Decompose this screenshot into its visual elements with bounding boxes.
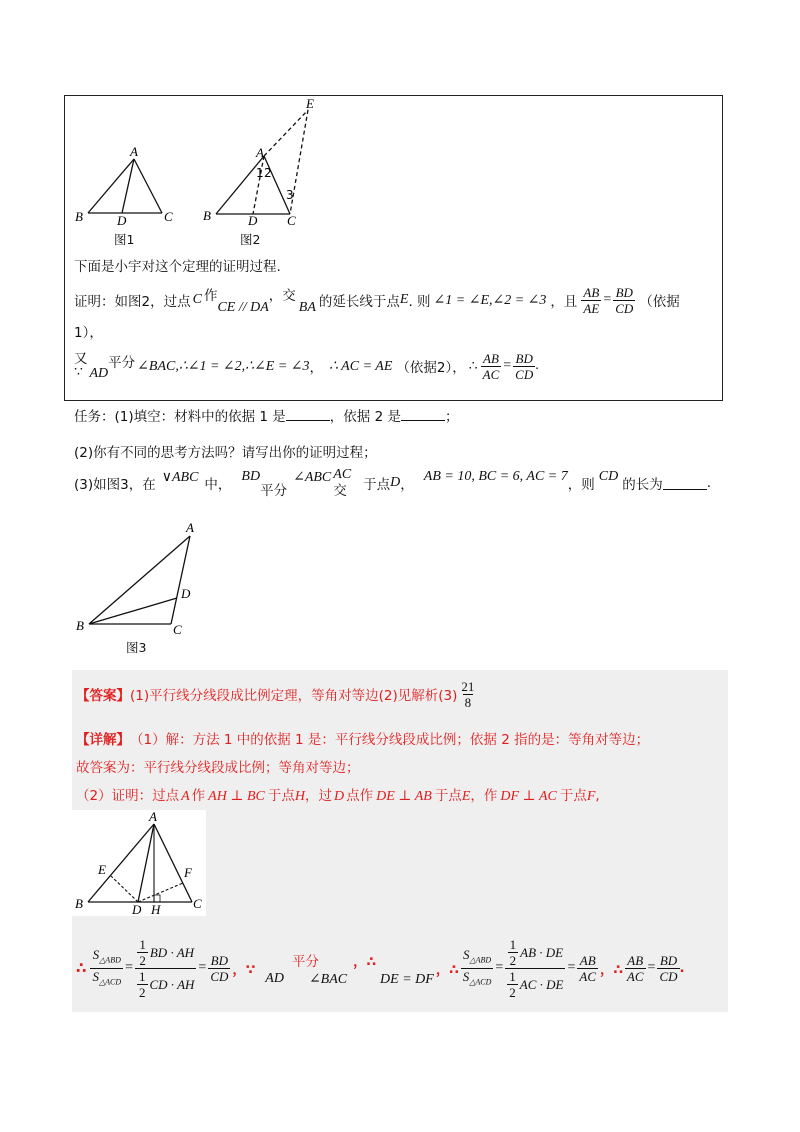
fig4-label-a: A	[149, 810, 157, 824]
fig2-label-e: E	[306, 98, 314, 111]
fig4-label-d: D	[132, 902, 142, 916]
proof-text: （依据2），	[396, 360, 466, 376]
detail-text: ，作	[470, 788, 498, 804]
fig3-label-a: A	[186, 520, 194, 535]
proof-text: 1），	[74, 325, 103, 341]
task-line-1	[74, 405, 458, 425]
point-c: C	[192, 292, 202, 307]
proof-text: 又	[74, 351, 88, 367]
detail-text: 于点	[434, 788, 462, 804]
point-f: F	[586, 789, 596, 804]
formula-text: 平分	[291, 954, 319, 970]
fig4-label-f: F	[184, 865, 192, 880]
fig2-label-a: A	[256, 145, 264, 160]
area-ratio-2: $\frac{S_{\triangle ABD}}{S_{\triangle ACD}}$	[461, 947, 494, 989]
answer-fraction: $\frac{21}{8}$	[461, 678, 475, 710]
area-ratio-1: $\frac{S_{\triangle ABD}}{S_{\triangle ACD}}$	[90, 947, 123, 989]
formula-line: ∴ $\frac{S_{\triangle ABD}}{S_{\triangle ACD}}$ = $\frac{1}{2}$ BD · AH $\frac{1}{2}$ CD · AH = $\frac{BD}{CD}$ ，∵ AD 平分 ∠BAC ，∴ DE = DF ，∴ $\frac{S_{\triangle ABD}}{S_{\triangle ACD}}$ = $\frac{1}{2}$ AB · DE $\frac{1}{2}$ AC · DE = $\frac{AB}{AC}$ ，∴ $\frac{AB}{AC}$ = $\frac{BD}{CD}$ .	[76, 936, 685, 1000]
fig2-label-b: B	[203, 208, 211, 223]
therefore-sign: ，∴	[435, 962, 459, 978]
fig3-label-b: B	[76, 618, 84, 633]
segment-bd: BD	[241, 469, 261, 484]
detail-label: 【详解】	[76, 732, 130, 748]
proof-line-1: 证明：如图2，过点 C 作 CE // DA ，交 BA 的延长线于点 E . 则 ∠1 = ∠E,∠2 = ∠3 ，且 $\frac{AB}{AE}$ = $\frac{BD}{CD}$ （依据	[74, 284, 680, 316]
fig2-label-d: D	[248, 213, 258, 228]
point-e: E	[461, 789, 471, 804]
detail-text: 于点	[267, 788, 295, 804]
fig2-label-1: 1	[256, 166, 264, 180]
fraction-ab-ac: $\frac{AB}{AC}$	[579, 952, 597, 984]
segment-ac: AC	[333, 467, 352, 482]
task-line-3	[74, 465, 711, 501]
because-sign: ，∵	[232, 962, 256, 978]
fig1-label-a: A	[130, 145, 138, 159]
fig2-label-c: C	[287, 213, 296, 228]
therefore-sign: ，∴	[353, 954, 377, 970]
task-text: 于点	[363, 477, 391, 493]
figure-1	[70, 145, 180, 230]
task-text: ，	[400, 477, 414, 493]
fraction-bd-cd-2: $\frac{BD}{CD}$	[515, 350, 534, 382]
segment-cd: CD	[598, 469, 619, 484]
figure-2	[198, 98, 328, 230]
task-line-2: (2)你有不同的思考方法吗？请写出你的证明过程；	[74, 445, 377, 461]
task-text: 平分	[260, 483, 288, 499]
answer-label: 【答案】	[76, 688, 130, 704]
point-d: D	[390, 475, 401, 490]
task-text: ；	[444, 409, 459, 425]
fig4-label-b: B	[75, 896, 83, 911]
de-perp-ab: DE ⊥ AB	[376, 789, 432, 804]
proof-text: 作	[203, 288, 218, 304]
figure-3	[72, 518, 202, 638]
therefore-sign: ，∴	[600, 962, 623, 978]
ce-parallel-da: CE // DA	[217, 300, 269, 315]
detail-text: 作	[191, 788, 206, 804]
df-perp-ac: DF ⊥ AC	[500, 789, 557, 804]
triangle-abc: ∨ABC	[161, 469, 199, 485]
fig2-label-2: 2	[264, 166, 272, 180]
figure-4	[72, 810, 206, 916]
final-bd-cd: $\frac{BD}{CD}$	[659, 952, 678, 984]
fig3-label-c: C	[173, 622, 182, 637]
angle-abc: ∠ABC	[293, 469, 332, 485]
proof-text: 平分	[108, 355, 136, 371]
proof-text: 的延长线于点	[318, 294, 400, 310]
detail-text: ，过	[305, 788, 332, 804]
segment-ba: BA	[298, 300, 316, 315]
area-expression-2: $\frac{1}{2}$ AB · DE $\frac{1}{2}$ AC · DE	[505, 937, 565, 1000]
proof-intro: 下面是小宇对这个定理的证明过程.	[74, 259, 281, 275]
fig2-caption: 图2	[240, 232, 261, 247]
detail-text: 于点	[559, 788, 587, 804]
answer-line	[76, 676, 476, 712]
point-a: A	[181, 789, 190, 804]
detail-line-1	[76, 728, 649, 748]
because-sign: ∵	[74, 365, 83, 380]
proof-text: ，且	[550, 294, 578, 310]
ah-perp-bc: AH ⊥ BC	[208, 789, 265, 804]
proof-text: . 则	[408, 294, 431, 310]
point-h: H	[294, 789, 305, 804]
final-ab-ac: $\frac{AB}{AC}$	[626, 952, 644, 984]
fig4-label-h: H	[151, 902, 161, 916]
detail-text: ,	[595, 788, 600, 804]
task-text: .	[706, 475, 712, 491]
answer-blank-3[interactable]	[663, 477, 707, 490]
fraction-ab-ac: $\frac{AB}{AC}$	[482, 350, 500, 382]
given-values: AB = 10, BC = 6, AC = 7	[423, 469, 568, 484]
detail-line-3	[76, 784, 600, 805]
area-expression-1: $\frac{1}{2}$ BD · AH $\frac{1}{2}$ CD · AH	[135, 937, 196, 1000]
de-equals-df: DE = DF	[380, 972, 434, 987]
fraction-ab-ae: $\frac{AB}{AE}$	[583, 284, 600, 316]
task-text: 的长为	[622, 477, 663, 493]
task-text: 中，	[204, 477, 232, 493]
fraction-bd-cd: $\frac{BD}{CD}$	[210, 952, 229, 984]
answer-text: (1)平行线分线段成比例定理，等角对等边(2)见解析(3)	[130, 688, 458, 704]
proof-text: ，	[309, 360, 324, 376]
task-text: (3)如图3，在	[74, 477, 156, 493]
segment-ad: AD	[89, 366, 109, 381]
angle-bac: ∠BAC	[308, 971, 348, 987]
task-text: ，依据 2 是	[329, 409, 401, 425]
therefore-sign: ∴	[468, 358, 478, 374]
segment-ad: AD	[265, 971, 284, 986]
ac-equals-ae: ∴ AC = AE	[329, 358, 393, 374]
detail-text: （2）证明：过点	[76, 788, 180, 804]
answer-blank-2[interactable]	[401, 408, 445, 421]
fraction-bd-cd: $\frac{BD}{CD}$	[615, 284, 634, 316]
detail-text: 点作	[346, 788, 374, 804]
task-text: 任务：(1)填空：材料中的依据 1 是	[74, 409, 286, 425]
task-text: 交	[333, 483, 347, 499]
fig4-label-c: C	[193, 896, 202, 911]
proof-text: ，交	[268, 288, 296, 304]
fig3-caption: 图3	[126, 640, 147, 655]
period: .	[679, 960, 685, 976]
fig1-label-d: D	[117, 213, 127, 228]
detail-line-2: 故答案为：平行线分线段成比例；等角对等边；	[76, 760, 360, 776]
point-e: E	[399, 292, 409, 307]
angle-equalities: ∠1 = ∠E,∠2 = ∠3	[433, 292, 547, 308]
fig4-label-e: E	[98, 862, 106, 877]
therefore-sign: ∴	[76, 959, 87, 977]
fig2-label-3: 3	[286, 188, 294, 202]
fig1-label-b: B	[75, 209, 83, 224]
point-d: D	[334, 789, 345, 804]
proof-text: 证明：如图2，过点	[74, 294, 191, 310]
task-text: ，则	[567, 477, 595, 493]
answer-blank-1[interactable]	[286, 408, 330, 421]
angle-chain: ∠BAC,∴∠1 = ∠2,∴∠E = ∠3	[137, 358, 310, 374]
fig1-label-c: C	[164, 209, 173, 224]
detail-text: （1）解：方法 1 中的依据 1 是：平行线分线段成比例；依据 2 指的是：等角对等边；	[130, 732, 650, 748]
proof-text: （依据	[639, 294, 680, 310]
fig3-label-d: D	[181, 586, 191, 601]
proof-line-2: 又 ∵ AD 平分 ∠BAC,∴∠1 = ∠2,∴∠E = ∠3 ， ∴ AC = AE （依据2）， ∴ $\frac{AB}{AC}$ = $\frac{BD}{CD}$ .	[74, 350, 539, 382]
fig1-caption: 图1	[114, 232, 135, 247]
